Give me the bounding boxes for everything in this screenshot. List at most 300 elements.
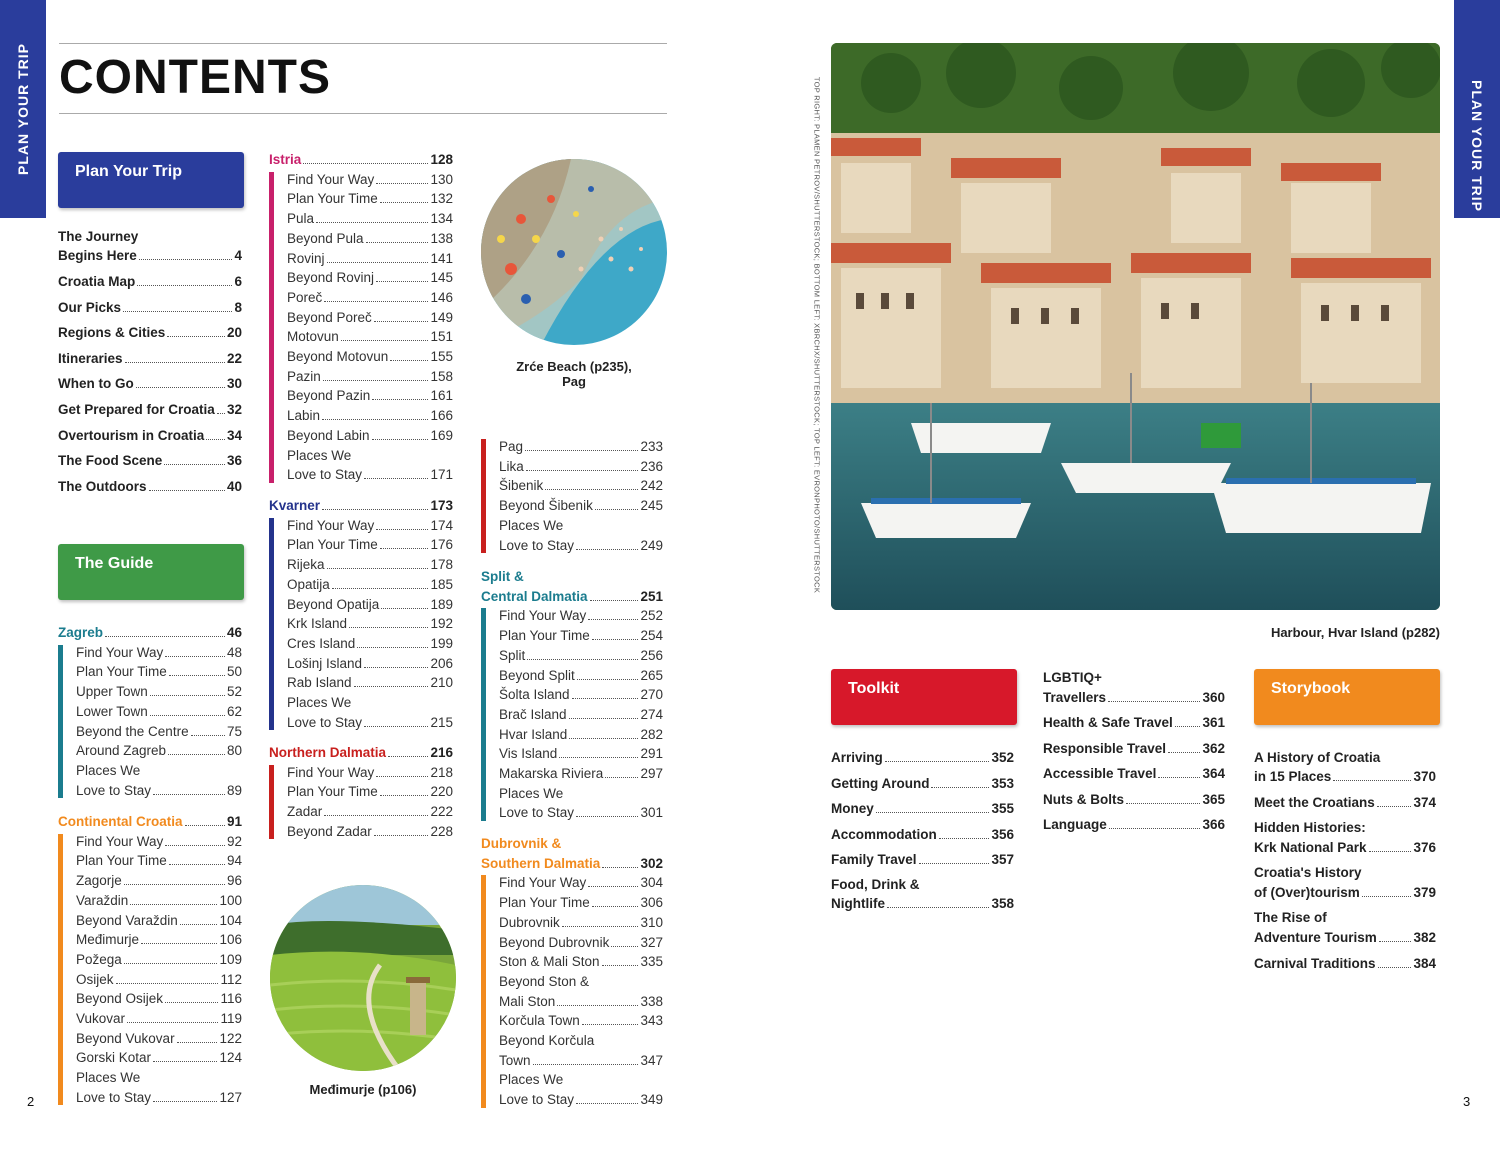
entry-page: 206	[430, 655, 453, 671]
entry-leader	[141, 943, 217, 944]
entry-page: 347	[640, 1052, 663, 1068]
toc-entry	[76, 1009, 242, 1028]
toc-entry	[287, 327, 453, 346]
entry-leader	[153, 794, 225, 795]
entry-line: Places We	[287, 695, 352, 710]
entry-leader	[1369, 851, 1412, 852]
entry-leader	[332, 588, 429, 589]
toc-entry	[287, 268, 453, 287]
entry-leader	[124, 963, 218, 964]
entry-page: 178	[430, 557, 453, 573]
entry-page: 199	[430, 635, 453, 651]
photo-credits	[810, 76, 824, 594]
toc-entry	[1254, 767, 1436, 786]
toc-entry	[499, 685, 663, 704]
entry-line: Food, Drink &	[831, 877, 920, 892]
toc-entry	[58, 298, 242, 317]
toc-entry	[76, 950, 242, 969]
toc-entry	[269, 496, 453, 515]
toc-entry	[76, 741, 242, 760]
toolkit-header	[831, 669, 1017, 725]
toc-entry	[269, 150, 453, 169]
entry-leader	[1126, 803, 1200, 804]
entry-title: Find Your Way	[287, 171, 375, 187]
page-number-left: 2	[27, 1094, 35, 1109]
entry-page: 146	[430, 289, 453, 305]
toc-entry	[287, 367, 453, 386]
toc-entry	[499, 933, 663, 952]
caption-line: Zrće Beach (p235),	[516, 359, 632, 374]
entry-leader	[150, 715, 225, 716]
entry-title: Begins Here	[58, 248, 137, 263]
entry-leader	[887, 907, 989, 908]
entry-leader	[1333, 780, 1411, 781]
toc-entry	[76, 1088, 242, 1107]
entry-leader	[1175, 726, 1201, 727]
toc-entry	[287, 673, 453, 692]
toc-entry	[58, 349, 242, 368]
title-rule-bottom	[59, 113, 667, 114]
entry-leader	[602, 965, 639, 966]
page-number-right: 3	[1463, 1094, 1471, 1109]
entry-leader	[374, 321, 429, 322]
entry-title: Meet the Croatians	[1254, 795, 1375, 810]
toc-entry	[499, 666, 663, 685]
entry-leader	[127, 1022, 218, 1023]
the-guide-label: The Guide	[75, 555, 154, 572]
entry-page: 40	[226, 478, 242, 494]
entry-leader	[376, 281, 428, 282]
entry-page: 353	[991, 775, 1014, 791]
entry-page: 335	[640, 954, 663, 970]
entry-title: Get Prepared for Croatia	[58, 402, 215, 417]
entry-title: Lika	[499, 458, 524, 474]
entry-leader	[1108, 701, 1200, 702]
section-color-bar	[481, 608, 486, 821]
entry-line: Places We	[499, 517, 564, 533]
entry-page: 270	[640, 687, 663, 703]
entry-title: Love to Stay	[499, 537, 575, 553]
entry-leader	[526, 470, 639, 471]
entry-page: 132	[430, 191, 453, 207]
entry-leader	[206, 439, 225, 440]
toc-entry	[76, 989, 242, 1008]
entry-leader	[322, 419, 428, 420]
entry-page: 302	[640, 855, 663, 871]
zrce-beach-photo	[481, 159, 667, 345]
entry-leader	[327, 568, 429, 569]
entry-page: 91	[226, 814, 242, 829]
entry-title: Accommodation	[831, 826, 937, 842]
toc-entry	[499, 626, 663, 645]
entry-line: Places We	[499, 785, 564, 801]
entry-leader	[592, 639, 639, 640]
toc-entry	[499, 1090, 663, 1109]
entry-title: Beyond Opatija	[287, 596, 380, 612]
toc-entry	[287, 595, 453, 614]
entry-leader	[1109, 828, 1201, 829]
entry-leader	[105, 636, 225, 637]
entry-title: The Food Scene	[58, 453, 163, 469]
entry-leader	[327, 262, 429, 263]
toc-entry	[287, 713, 453, 732]
toc-entry	[499, 1051, 663, 1070]
entry-page: 210	[430, 675, 453, 691]
entry-page: 134	[430, 211, 453, 227]
entry-page: 50	[226, 664, 242, 680]
toc-entry	[287, 822, 453, 841]
entry-page: 80	[226, 743, 242, 759]
entry-title: Plan Your Time	[76, 664, 167, 680]
entry-page: 32	[226, 402, 242, 417]
entry-title: Lower Town	[76, 703, 148, 719]
plan-your-trip-label: Plan Your Trip	[75, 163, 182, 180]
entry-page: 62	[226, 703, 242, 719]
entry-leader	[137, 285, 232, 286]
entry-title: Plan Your Time	[287, 537, 378, 553]
toc-entry	[76, 702, 242, 721]
toc-entry	[499, 496, 663, 515]
toolkit-label: Toolkit	[848, 680, 900, 697]
entry-leader	[116, 983, 219, 984]
entry-page: 338	[640, 993, 663, 1009]
side-tab-right	[1454, 0, 1500, 218]
toc-entry	[76, 643, 242, 662]
entry-title: Arriving	[831, 750, 883, 765]
entry-title: Vukovar	[76, 1011, 126, 1026]
toc-entry	[58, 400, 242, 419]
entry-page: 274	[640, 706, 663, 722]
entry-title: Motovun	[287, 329, 339, 345]
entry-page: 218	[430, 764, 453, 780]
entry-title: Varaždin	[76, 892, 129, 908]
entry-leader	[123, 311, 232, 312]
toc-entry	[481, 587, 663, 606]
the-guide-header	[58, 544, 244, 600]
entry-leader	[545, 489, 638, 490]
toc-entry	[76, 930, 242, 949]
entry-page: 149	[430, 309, 453, 325]
toc-entry	[58, 323, 242, 342]
entry-page: 352	[991, 750, 1014, 765]
toc-entry	[499, 606, 663, 625]
entry-leader	[525, 450, 638, 451]
entry-title: Beyond Vukovar	[76, 1030, 175, 1046]
entry-title: Hvar Island	[499, 726, 568, 742]
entry-page: 384	[1413, 956, 1436, 971]
entry-page: 100	[219, 892, 242, 908]
section-color-bar	[58, 834, 63, 1106]
entry-page: 104	[219, 912, 242, 928]
entry-leader	[576, 1103, 638, 1104]
entry-leader	[1377, 806, 1412, 807]
side-tab-label: PLAN YOUR TRIP	[1469, 80, 1485, 212]
entry-page: 155	[430, 349, 453, 364]
section-color-bar	[269, 172, 274, 483]
entry-page: 8	[234, 299, 242, 315]
entry-leader	[136, 387, 225, 388]
entry-page: 222	[430, 804, 453, 820]
entry-leader	[588, 619, 638, 620]
entry-line: The Journey	[58, 229, 139, 244]
entry-page: 145	[430, 270, 453, 286]
toc-entry	[1254, 838, 1436, 857]
entry-title: Central Dalmatia	[481, 588, 588, 604]
entry-title: Plan Your Time	[499, 628, 590, 644]
toc-entry	[499, 476, 663, 495]
entry-page: 189	[430, 596, 453, 612]
entry-title: Šibenik	[499, 478, 544, 494]
entry-page: 127	[219, 1089, 242, 1105]
entry-leader	[169, 675, 225, 676]
entry-leader	[364, 667, 428, 668]
entry-leader	[167, 336, 225, 337]
harbour-caption: Harbour, Hvar Island (p282)	[1270, 625, 1440, 640]
entry-leader	[364, 478, 428, 479]
entry-title: Responsible Travel	[1043, 740, 1167, 756]
entry-title: Beyond Pazin	[287, 388, 371, 404]
entry-page: 75	[226, 723, 242, 739]
entry-page: 366	[1202, 817, 1225, 832]
entry-page: 119	[220, 1011, 242, 1026]
entry-title: Find Your Way	[499, 875, 587, 891]
entry-page: 169	[430, 427, 453, 443]
entry-title: Nuts & Bolts	[1043, 791, 1124, 807]
toc-entry	[287, 465, 453, 484]
entry-title: Požega	[76, 951, 122, 967]
entry-leader	[388, 756, 428, 757]
entry-title: Beyond Poreč	[287, 309, 372, 325]
entry-page: 220	[430, 784, 453, 800]
entry-leader	[380, 795, 429, 796]
toc-entry	[76, 970, 242, 989]
entry-leader	[390, 360, 428, 361]
entry-leader	[316, 222, 428, 223]
entry-title: Zagreb	[58, 625, 104, 640]
entry-title: Money	[831, 801, 874, 816]
entry-title: Find Your Way	[76, 833, 164, 849]
entry-leader	[582, 1024, 639, 1025]
entry-title: Plan Your Time	[287, 784, 378, 800]
entry-title: Love to Stay	[287, 714, 363, 730]
entry-leader	[376, 776, 428, 777]
entry-page: 256	[640, 647, 663, 663]
entry-page: 349	[640, 1092, 663, 1108]
toc-entry	[76, 871, 242, 890]
medimurje-photo	[270, 885, 456, 1071]
entry-leader	[557, 1005, 638, 1006]
entry-page: 20	[226, 325, 242, 341]
entry-title: Lošinj Island	[287, 655, 363, 671]
beach-caption	[481, 359, 667, 389]
entry-page: 176	[430, 537, 453, 553]
entry-title: Find Your Way	[287, 517, 375, 533]
entry-page: 22	[226, 350, 242, 366]
entry-title: Travellers	[1043, 690, 1107, 705]
entry-title: Northern Dalmatia	[269, 745, 387, 760]
entry-leader	[1378, 967, 1412, 968]
entry-leader	[374, 835, 429, 836]
entry-leader	[376, 529, 428, 530]
entry-line: Beyond Korčula	[499, 1033, 595, 1048]
entry-title: Vis Island	[499, 746, 558, 762]
entry-page: 116	[220, 991, 242, 1007]
entry-title: Love to Stay	[499, 805, 575, 821]
entry-page: 161	[430, 388, 453, 404]
entry-leader	[139, 259, 233, 260]
entry-line: Places We	[76, 762, 141, 778]
toc-entry	[287, 535, 453, 554]
entry-title: Southern Dalmatia	[481, 855, 601, 871]
entry-page: 306	[640, 895, 663, 911]
toc-entry	[499, 646, 663, 665]
section-color-bar	[269, 765, 274, 840]
entry-leader	[150, 695, 225, 696]
entry-page: 357	[991, 852, 1014, 867]
entry-leader	[164, 464, 225, 465]
entry-page: 301	[640, 805, 663, 821]
entry-page: 138	[430, 230, 453, 246]
entry-title: Upper Town	[76, 684, 148, 700]
side-tab-label: PLAN YOUR TRIP	[15, 43, 31, 175]
entry-title: Pazin	[287, 368, 321, 384]
entry-leader	[153, 1101, 217, 1102]
toc-entry	[58, 374, 242, 393]
entry-title: Krk Island	[287, 616, 348, 632]
entry-leader	[357, 647, 428, 648]
entry-leader	[364, 726, 428, 727]
entry-page: 291	[640, 746, 663, 762]
entry-page: 252	[640, 608, 663, 624]
entry-leader	[588, 886, 638, 887]
entry-title: Beyond Pula	[287, 230, 364, 246]
entry-title: Beyond Split	[499, 667, 575, 683]
entry-title: Beyond Dubrovnik	[499, 934, 610, 950]
entry-title: Beyond Rovinj	[287, 270, 375, 286]
toc-entry	[499, 705, 663, 724]
entry-page: 245	[640, 498, 663, 514]
entry-title: Beyond Varaždin	[76, 912, 178, 928]
entry-title: Mali Ston	[499, 993, 556, 1009]
entry-page: 89	[226, 782, 242, 798]
entry-leader	[180, 924, 218, 925]
toc-entry	[58, 272, 242, 291]
entry-page: 236	[640, 458, 663, 474]
toc-entry	[499, 457, 663, 476]
entry-page: 109	[219, 951, 242, 967]
section-color-bar	[481, 439, 486, 553]
entry-title: Beyond Zadar	[287, 823, 372, 839]
entry-title: Croatia Map	[58, 274, 136, 289]
entry-page: 185	[430, 576, 453, 592]
entry-page: 242	[640, 478, 663, 494]
toc-entry	[499, 952, 663, 971]
entry-title: Adventure Tourism	[1254, 930, 1377, 945]
entry-leader	[168, 754, 225, 755]
entry-page: 141	[430, 250, 453, 266]
entry-leader	[125, 362, 225, 363]
entry-title: Poreč	[287, 289, 323, 305]
entry-title: Beyond the Centre	[76, 723, 189, 739]
entry-title: Beyond Šibenik	[499, 498, 593, 514]
entry-leader	[324, 815, 428, 816]
entry-leader	[569, 718, 639, 719]
entry-page: 112	[220, 971, 242, 987]
entry-title: Plan Your Time	[76, 853, 167, 869]
entry-page: 30	[226, 376, 242, 392]
entry-title: Split	[499, 647, 526, 663]
entry-leader	[381, 608, 428, 609]
entry-page: 48	[226, 644, 242, 660]
entry-line: Beyond Ston &	[499, 973, 590, 989]
entry-title: Kvarner	[269, 498, 321, 513]
entry-leader	[191, 735, 225, 736]
entry-title: Pula	[287, 211, 315, 227]
entry-page: 192	[430, 616, 453, 632]
entry-page: 376	[1413, 840, 1436, 855]
entry-title: Opatija	[287, 576, 330, 592]
toc-entry	[499, 536, 663, 555]
entry-page: 265	[640, 667, 663, 683]
toc-entry	[269, 743, 453, 762]
entry-leader	[341, 340, 429, 341]
toc-entry	[1254, 793, 1436, 812]
entry-leader	[324, 301, 428, 302]
entry-title: Plan Your Time	[287, 191, 378, 207]
toc-entry	[287, 189, 453, 208]
entry-line: The Rise of	[1254, 910, 1327, 925]
entry-page: 361	[1202, 715, 1225, 730]
entry-page: 106	[219, 932, 242, 948]
entry-title: Continental Croatia	[58, 814, 183, 829]
toc-entry	[499, 1011, 663, 1030]
entry-title: Pag	[499, 439, 524, 454]
entry-line: Places We	[76, 1070, 141, 1086]
entry-title: Plan Your Time	[499, 895, 590, 911]
entry-page: 282	[640, 726, 663, 742]
entry-title: Beyond Labin	[287, 427, 370, 443]
entry-page: 174	[430, 517, 453, 533]
toc-entry	[76, 781, 242, 800]
entry-page: 343	[640, 1013, 663, 1029]
entry-page: 96	[226, 873, 242, 889]
entry-leader	[576, 549, 638, 550]
side-tab-left	[0, 0, 46, 218]
entry-leader	[380, 202, 429, 203]
title-rule-top	[59, 43, 667, 44]
entry-title: of (Over)tourism	[1254, 885, 1360, 900]
entry-page: 355	[991, 801, 1014, 816]
entry-line: Places We	[499, 1072, 564, 1088]
toc-entry	[76, 891, 242, 910]
toc-entry	[76, 832, 242, 851]
entry-leader	[605, 777, 638, 778]
entry-title: When to Go	[58, 376, 134, 392]
entry-page: 166	[430, 408, 453, 424]
entry-leader	[149, 490, 225, 491]
entry-page: 52	[226, 684, 242, 700]
entry-title: Gorski Kotar	[76, 1050, 152, 1066]
toc-entry	[1254, 954, 1436, 973]
entry-title: Ston & Mali Ston	[499, 954, 600, 970]
toc-entry	[287, 386, 453, 405]
entry-leader	[153, 1061, 217, 1062]
toc-entry	[499, 893, 663, 912]
entry-leader	[931, 787, 989, 788]
entry-page: 374	[1413, 795, 1436, 810]
toc-entry	[287, 614, 453, 633]
entry-title: Love to Stay	[76, 782, 152, 798]
